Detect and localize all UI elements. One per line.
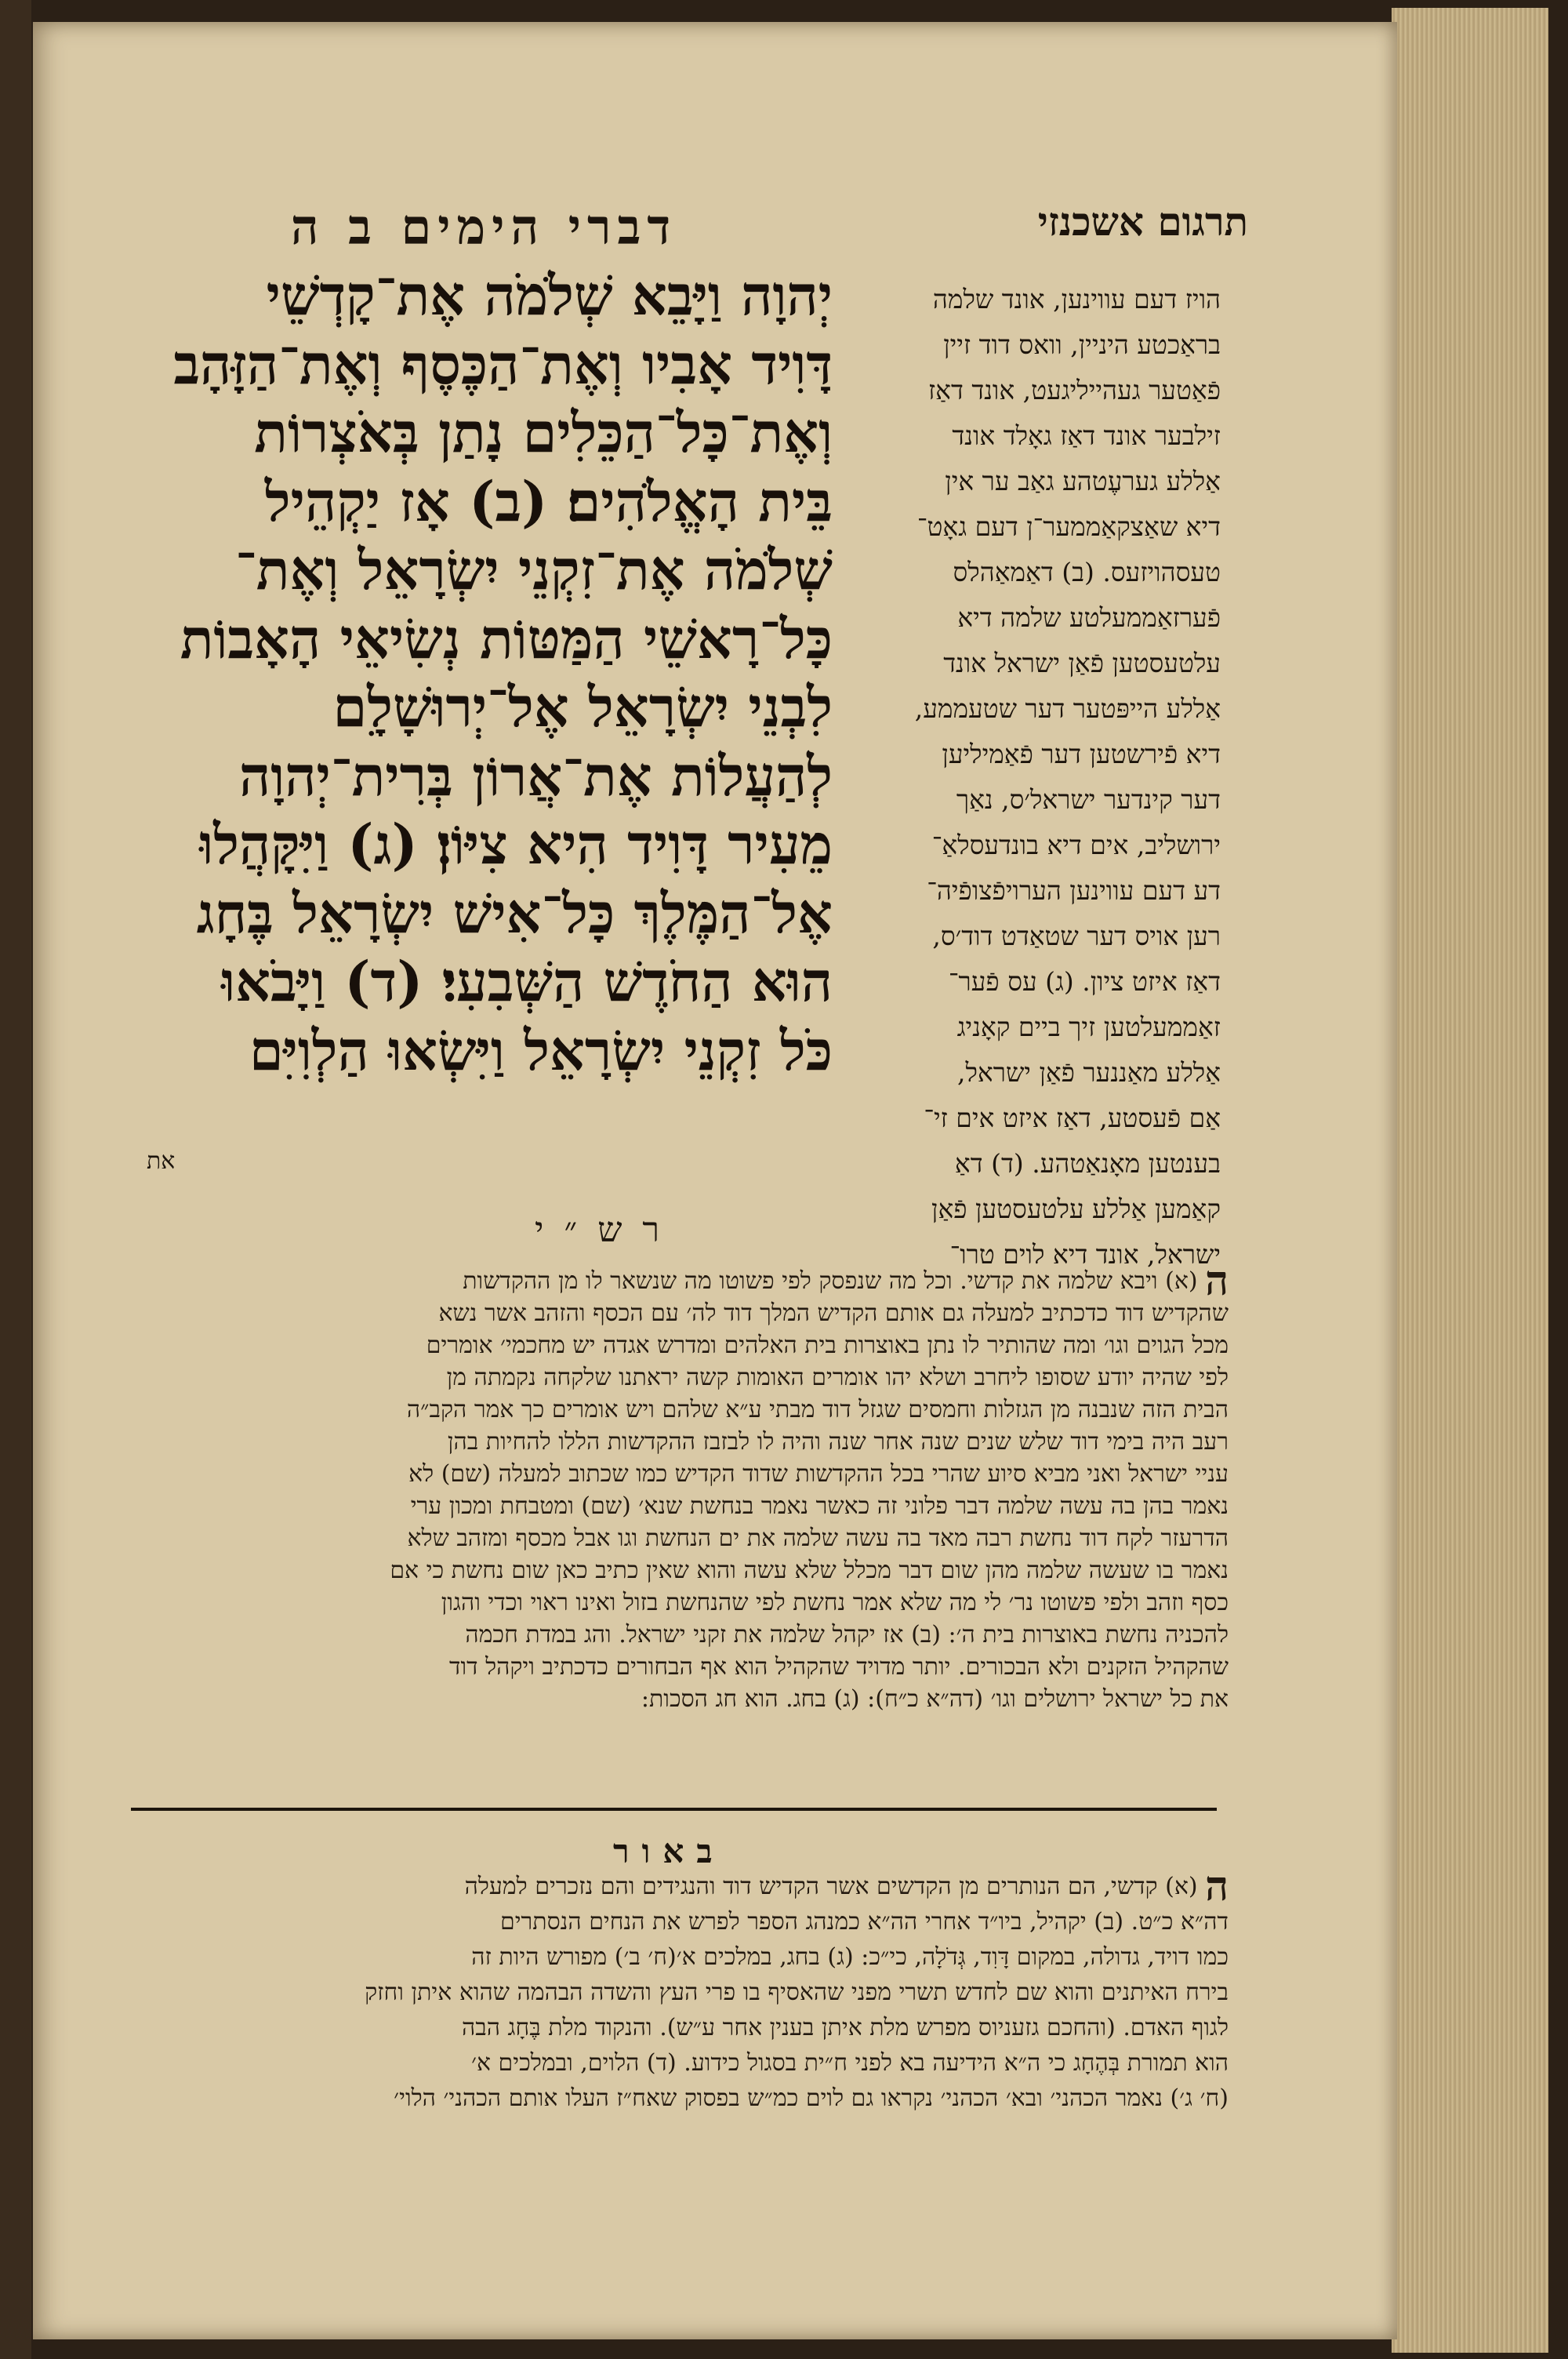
catchword: את — [147, 1147, 176, 1175]
biur-line: (ח׳ ג׳) נאמר הכהני׳ ובא׳ הכהני׳ נקראו גם לוים כמ״ש בפסוק שאח״ז העלו אותם הכהני׳ הלוי׳ — [394, 2085, 1229, 2112]
targum-line: זילבער אונד דאַז גאָלד אונד — [952, 420, 1221, 451]
targum-line: טעסהויזעס. (ב) דאַמאַהלס — [953, 557, 1221, 587]
bible-line: שְׁלֹמֹה אֶת־זִקְנֵי יִשְׂרָאֵל וְאֶת־ — [234, 537, 833, 602]
targum-column — [852, 277, 1221, 1278]
targum-line: אַם פֿעסטע, דאַז איזט אים זי־ — [924, 1103, 1221, 1133]
targum-line: עלטעסטען פֿאַן ישראל אונד — [943, 648, 1221, 678]
biur-line: דה״א כ״ט. (ב) יקהיל, ביו״ד אחרי הה״א כמנהג הספר לפרש את הנחים הנסתרים — [499, 1908, 1229, 1936]
rashi-line: נאמר בהן בה עשה שלמה דבר פלוני זה כאשר נאמר בנחשת שנא׳ (שם) ומטבחת ומכון ערי — [410, 1492, 1229, 1520]
bible-line: בֵּית הָאֱלֹהִים׃ (ב) אָז יַקְהֵיל — [264, 468, 833, 534]
book-header: דברי הימים ב ה — [290, 198, 677, 256]
rashi-initial-letter: ה — [1205, 1265, 1229, 1297]
biur-line: בירח האיתנים והוא שם לחדש תשרי מפני שהאסיף בו פרי העץ והשדה הבהמה שהוא איתן וחזק — [365, 1979, 1229, 2006]
rashi-line: כסף וזהב ולפי פשוטו נר׳ לי מה שלא אמר נחשת לפי שהנחשת בזול ואינו ראוי וכדי והגון — [441, 1589, 1229, 1616]
targum-line: אַללע גערעֶטהע גאַב ער אין — [945, 466, 1221, 496]
targum-line: קאַמען אַללע עלטעסטען פֿאַן — [931, 1194, 1221, 1224]
book-page — [33, 22, 1397, 2339]
targum-line: ירושליב, אים דיא בונדעסלאַ־ — [931, 830, 1221, 860]
biur-title: באור — [613, 1832, 725, 1870]
targum-line: פֿאַטער געהייליגעט, אונד דאַז — [927, 375, 1221, 405]
targum-line: בראַכטע היניין, וואס דוד זיין — [943, 329, 1221, 360]
page-edges — [1392, 8, 1548, 2353]
bible-line: כָּל־רָאשֵׁי הַמַּטּוֹת נְשִׂיאֵי הָאָבוֹת — [180, 605, 833, 671]
targum-line: אַללע הייפּטער דער שטעממע, — [914, 693, 1221, 724]
bible-line: מֵעִיר דָּוִיד הִיא צִיּוֹן׃ (ג) וַיִּקָּהֲלוּ — [199, 812, 833, 877]
rashi-line — [139, 1265, 1229, 1297]
targum-line: דאַז איזט ציון. (ג) עס פֿער־ — [948, 966, 1221, 997]
bible-line: כֹּל זִקְנֵי יִשְׂרָאֵל וַיִּשְׂאוּ הַלְוִיִּם — [249, 1017, 833, 1083]
rashi-line: להכניה נחשת באוצרות בית ה׳: (ב) אז יקהל שלמה את זקני ישראל. והג במדת חכמה — [465, 1621, 1229, 1648]
biur-commentary — [135, 1869, 1229, 2116]
rashi-line: לפי שהיה יודע שסופו ליחרב ושלא יהו אומרים האומות קשה יראתנו שלקחה נקמתה מן — [446, 1364, 1229, 1391]
rashi-line: רעב היה בימי דוד שלש שנים שנה אחר שנה והיה לו לבזבז ההקדשות הללו להחיות בהן — [447, 1428, 1229, 1456]
biur-line: הוא תמורת בְּהֶחָג כי ה״א הידיעה בא לפני ח״ית בסגול כידוע. (ד) הלוים, ובמלכים א׳ — [471, 2049, 1229, 2077]
biur-line: לגוף האדם. (והחכם גזעניוס מפרש מלת איתן בענין אחר ע״ש). והנקוד מלת בֶּחָג הבה — [462, 2014, 1229, 2041]
rashi-line: עניי ישראל ואני מביא סיוע שהרי בכל ההקדשות שדוד הקדיש כמו שכתוב למעלה (שם) לא — [408, 1460, 1229, 1488]
targum-line: דע דעם עווינען הערויפֿצופֿיה־ — [927, 875, 1221, 906]
targum-line: פֿערזאַממעלטע שלמה דיא — [957, 602, 1221, 633]
targum-header: תרגום אשכנזי — [1037, 198, 1248, 245]
bible-line: יְהוָה וַיָּבֵא שְׁלֹמֹה אֶת־קָדְשֵׁי — [266, 263, 833, 328]
bible-line: אֶל־הַמֶּלֶךְ כָּל־אִישׁ יִשְׂרָאֵל בֶּחָג — [196, 880, 833, 946]
rashi-line: שהקדיש דוד כדכתיב למעלה גם אותם הקדיש המלך דוד לה׳ עם הכסף והזהב אשר נשא — [438, 1299, 1229, 1327]
rashi-line: שהקהיל הזקנים ולא הבכורים. יותר מדויד שהקהיל הוא אף הבחורים כדכתיב ויקהל דוד — [449, 1653, 1229, 1681]
targum-line: אַללע מאַננער פֿאַן ישראל, — [957, 1057, 1221, 1088]
bible-line: דָּוִיד אָבִיו וְאֶת־הַכֶּסֶף וְאֶת־הַזָּהָב — [173, 331, 833, 397]
bible-line: לְהַעֲלוֹת אֶת־אֲרוֹן בְּרִית־יְהוָה — [239, 743, 833, 809]
biur-line: כמו דויד, גדולה, במקום דָּוִד, גְּדֹלָה, כי״כ: (ג) בחג, במלכים א׳(ח׳ ב׳) מפורש היות זה — [471, 1943, 1229, 1971]
rashi-line-text: (א) ויבא שלמה את קדשי. וכל מה שנפסק לפי פשוטו מה שנשאר לו מן ההקדשות — [463, 1267, 1198, 1295]
targum-line: דער קינדער ישראל׳ס, נאַך — [956, 784, 1221, 815]
rashi-line: הדרעזר לקח דוד נחשת רבה מאד בה עשה שלמה את ים הנחשת וגו אבל מכסף ומזהב שלא — [407, 1525, 1229, 1552]
targum-line: ישראל, אונד דיא לוים טרו־ — [949, 1239, 1221, 1270]
rashi-title: רש״י — [535, 1210, 681, 1250]
biur-initial-letter: ה — [1205, 1869, 1229, 1904]
rashi-line: מכל הגוים וגו׳ ומה שהותיר לו נתן באוצרות בית האלהים ומדרש אגדה יש מחכמי׳ אומרים — [426, 1332, 1229, 1359]
rashi-line: את כל ישראל ירושלים וגו׳ (דה״א כ״ח): (ג) בחג. הוא חג הסכות: — [641, 1685, 1229, 1713]
targum-line: הויז דעם עווינען, אונד שלמה — [932, 284, 1221, 314]
biur-line-text: (א) קדשי, הם הנותרים מן הקדשים אשר הקדיש דוד והנגידים והם נזכרים למעלה — [464, 1873, 1198, 1900]
targum-line: זאַממעלטען זיך ביים קאָניג — [956, 1012, 1221, 1042]
rashi-commentary — [139, 1265, 1229, 1715]
rashi-line: נאמר בו שעשה שלמה מהן שום דבר מכלל שלא עשה והוא שאין כתיב כאן שום נחשת כי אם — [390, 1557, 1229, 1584]
book-spine — [0, 0, 31, 2359]
targum-line: דיא שאַצקאַממער־ן דעם גאָט־ — [916, 511, 1221, 542]
section-divider — [131, 1808, 1217, 1811]
bible-line: לִבְנֵי יִשְׂרָאֵל אֶל־יְרוּשָׁלִָם — [332, 674, 833, 740]
biur-line — [135, 1869, 1229, 1904]
targum-line: דיא פֿירשטען דער פֿאַמיליען — [942, 739, 1221, 769]
rashi-line: הבית הזה שנבנה מן הגזלות וחמסים שגזל דוד מבתי ע״א שלהם ויש אומרים כך אמר הקב״ה — [406, 1396, 1229, 1423]
targum-line: בענטען מאָנאַטהע. (ד) דאַ — [954, 1148, 1221, 1179]
bible-text-column — [143, 261, 833, 1085]
targum-line: רען אויס דער שטאַדט דוד׳ס, — [932, 921, 1221, 951]
bible-line: הוּא הַחֹדֶשׁ הַשְּׁבִעִי׃ (ד) וַיָּבֹאוּ — [221, 949, 833, 1014]
bible-line: וְאֶת־כָּל־הַכֵּלִים נָתַן בְּאֹצְרוֹת — [254, 400, 833, 465]
